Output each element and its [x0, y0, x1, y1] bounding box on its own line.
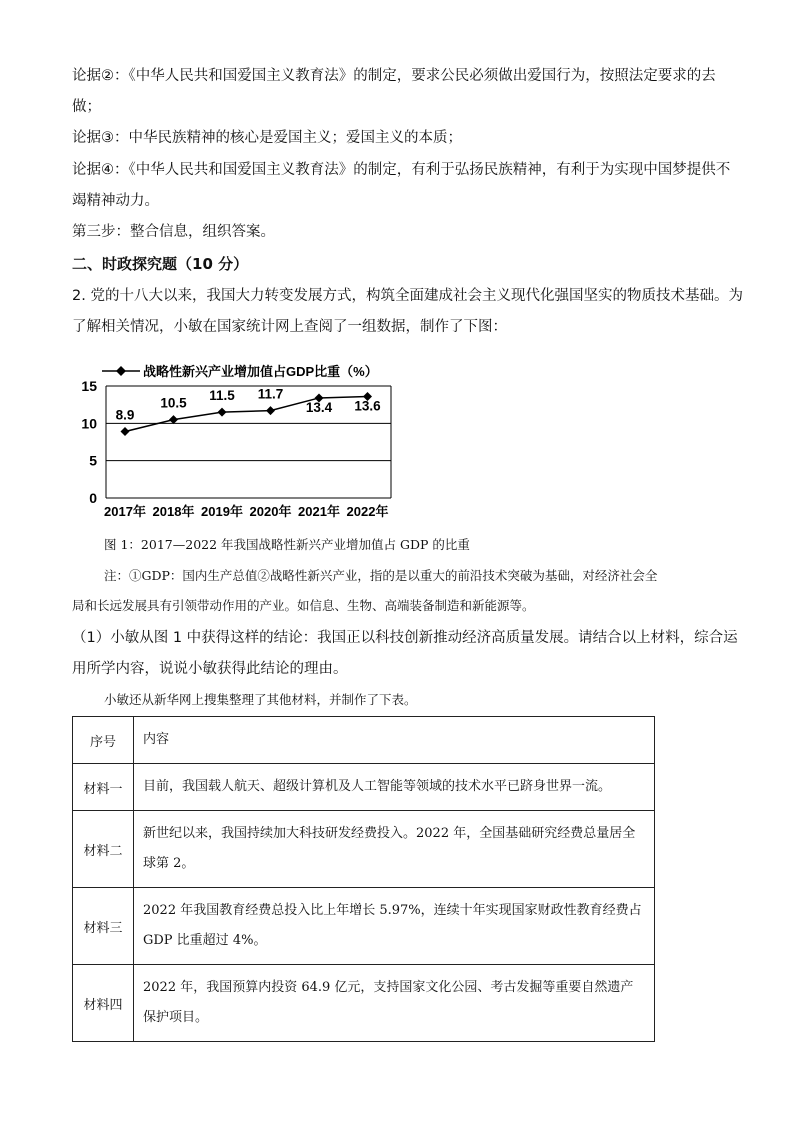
row-content: 2022 年我国教育经费总投入比上年增长 5.97%，连续十年实现国家财政性教育经费占 GDP 比重超过 4%。 [143, 903, 642, 948]
data-labels [116, 387, 382, 423]
row-content: 2022 年，我国预算内投资 64.9 亿元，支持国家文化公园、考古发掘等重要自然遗产保护项目。 [143, 980, 634, 1025]
x-tick-label: 2019年 [201, 504, 243, 519]
x-tick-label: 2018年 [152, 504, 195, 519]
legend [102, 364, 378, 379]
argument-2-line-1: 论据②：《中华人民共和国爱国主义教育法》的制定，要求公民必须做出爱国行为，按照法定要求的去 [72, 68, 716, 84]
row-label: 材料二 [73, 811, 134, 888]
materials-table [72, 716, 655, 1042]
table-row [73, 888, 655, 965]
data-label: 11.5 [209, 388, 235, 404]
legend-label: 战略性新兴产业增加值占GDP比重（%） [143, 364, 378, 379]
data-point [218, 408, 227, 417]
data-label: 11.7 [257, 386, 284, 402]
data-label: 10.5 [160, 395, 187, 411]
gridlines [106, 423, 391, 460]
table-row [73, 764, 655, 811]
question-1-line-2: 用所学内容，说说小敏获得此结论的理由。 [72, 661, 348, 677]
figure-caption: 图 1：2017—2022 年我国战略性新兴产业增加值占 GDP 的比重 [104, 537, 470, 552]
legend-marker-diamond-icon [116, 366, 126, 376]
header-index: 序号 [73, 717, 134, 764]
y-tick-label: 15 [81, 378, 97, 394]
argument-4-line-1: 论据④：《中华人民共和国爱国主义教育法》的制定，有利于弘扬民族精神，有利于为实现中国梦提供不 [72, 162, 731, 178]
chart-frame [106, 386, 391, 498]
row-content: 新世纪以来，我国持续加大科技研发经费投入。2022 年，全国基础研究经费总量居全球第 2。 [143, 826, 636, 871]
table-row [73, 811, 655, 888]
y-tick-label: 10 [81, 415, 97, 432]
argument-4-line-2: 竭精神动力。 [72, 193, 159, 209]
x-tick-label: 2021年 [298, 504, 340, 519]
table-intro: 小敏还从新华网上搜集整理了其他材料，并制作了下表。 [104, 692, 417, 707]
x-tick-label: 2020年 [249, 504, 292, 519]
row-label: 材料四 [73, 965, 134, 1042]
note-line-1: 注：①GDP：国内生产总值②战略性新兴产业，指的是以重大的前沿技术突破为基础，对经济社会全 [104, 568, 658, 583]
data-label: 8.9 [115, 407, 135, 423]
table-header-row [73, 717, 655, 764]
argument-2-line-2: 做； [72, 99, 101, 115]
x-tick-label: 2022年 [346, 504, 389, 519]
section-heading: 二、时政探究题（10 分） [72, 255, 249, 273]
row-content: 目前，我国载人航天、超级计算机及人工智能等领域的技术水平已跻身世界一流。 [143, 779, 612, 794]
step-3: 第三步：整合信息，组织答案。 [72, 224, 275, 240]
y-tick-labels [81, 378, 97, 506]
y-tick-label: 0 [89, 490, 97, 506]
note-line-2: 局和长远发展具有引领带动作用的产业。如信息、生物、高端装备制造和新能源等。 [72, 598, 535, 613]
argument-3: 论据③：中华民族精神的核心是爱国主义；爱国主义的本质； [72, 130, 462, 146]
y-tick-label: 5 [89, 452, 97, 469]
x-tick-labels [104, 504, 388, 519]
question-2-line-2: 了解相关情况，小敏在国家统计网上查阅了一组数据，制作了下图： [72, 319, 507, 335]
row-label: 材料一 [73, 764, 134, 811]
data-label: 13.4 [305, 399, 333, 415]
question-2-line-1: 2. 党的十八大以来，我国大力转变发展方式，构筑全面建成社会主义现代化强国坚实的物质技术基础。为 [72, 288, 743, 304]
header-content: 内容 [134, 717, 655, 764]
question-1-line-1: （1）小敏从图 1 中获得这样的结论：我国正以科技创新推动经济高质量发展。请结合以上材料，综合运 [72, 630, 738, 646]
line-chart [70, 352, 410, 524]
data-points [121, 392, 373, 436]
row-label: 材料三 [73, 888, 134, 965]
x-tick-label: 2017年 [104, 504, 146, 519]
data-point [121, 427, 130, 436]
table-row [73, 965, 655, 1042]
data-point [266, 406, 275, 415]
data-label: 13.6 [354, 398, 381, 414]
data-point [169, 415, 178, 424]
